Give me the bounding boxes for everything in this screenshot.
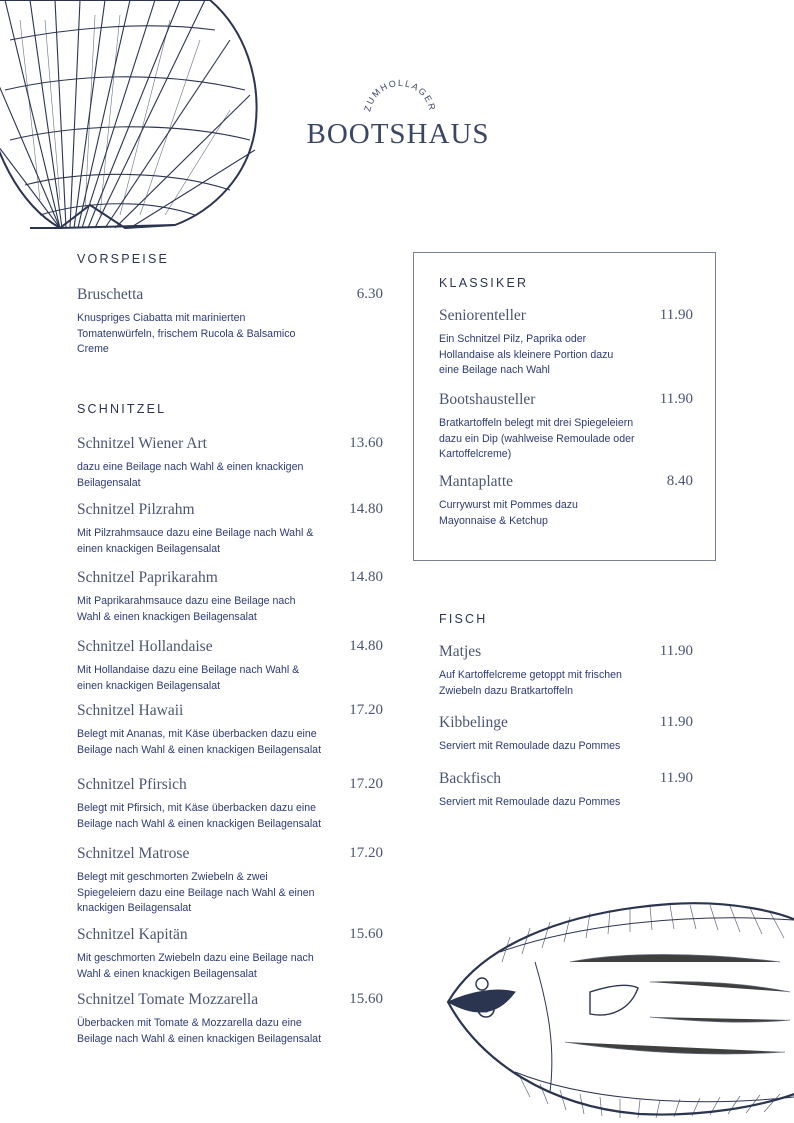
item-description: Knuspriges Ciabatta mit marinierten Tomatenwürfeln, frischem Rucola & Balsamico Creme bbox=[77, 312, 296, 355]
item-price: 17.20 bbox=[349, 702, 383, 718]
menu-item bbox=[439, 643, 693, 699]
item-name: Schnitzel Tomate Mozzarella bbox=[77, 991, 259, 1008]
section-title-vorspeise: VORSPEISE bbox=[77, 252, 170, 266]
item-description: Belegt mit geschmorten Zwiebeln & zwei Spiegeleiern dazu eine Beilage nach Wahl & einen knackigen Beilagensalat bbox=[77, 871, 315, 914]
item-name: Bruschetta bbox=[77, 286, 144, 303]
section-title-klassiker: KLASSIKER bbox=[439, 276, 529, 290]
item-description: Bratkartoffeln belegt mit drei Spiegeleiern dazu ein Dip (wahlweise Remoulade oder Kartoffelcreme) bbox=[439, 417, 635, 460]
flatfish-illustration bbox=[440, 892, 794, 1123]
menu-item bbox=[77, 776, 383, 832]
section-title-schnitzel: SCHNITZEL bbox=[77, 402, 167, 416]
item-name: Schnitzel Kapitän bbox=[77, 926, 188, 943]
item-price: 11.90 bbox=[659, 307, 693, 323]
item-description: Mit Hollandaise dazu eine Beilage nach Wahl & einen knackigen Beilagensalat bbox=[77, 664, 300, 692]
item-name: Schnitzel Matrose bbox=[77, 845, 190, 862]
item-description: Serviert mit Remoulade dazu Pommes bbox=[439, 796, 621, 808]
menu-item bbox=[77, 435, 383, 491]
item-price: 11.90 bbox=[659, 770, 693, 786]
item-description: Currywurst mit Pommes dazu Mayonnaise & Ketchup bbox=[439, 499, 578, 527]
item-name: Schnitzel Pfirsich bbox=[77, 776, 187, 793]
item-name: Seniorenteller bbox=[439, 307, 526, 324]
item-name: Schnitzel Wiener Art bbox=[77, 435, 207, 452]
menu-item bbox=[439, 307, 693, 379]
item-price: 15.60 bbox=[349, 991, 383, 1007]
menu-item bbox=[439, 770, 693, 811]
item-price: 11.90 bbox=[659, 391, 693, 407]
menu-item bbox=[77, 926, 383, 982]
item-price: 11.90 bbox=[659, 643, 693, 659]
item-description: Ein Schnitzel Pilz, Paprika oder Hollandaise als kleinere Portion dazu eine Beilage nach Wahl bbox=[439, 333, 614, 376]
logo-arc-text: ZUMHOLLAGER bbox=[362, 77, 438, 113]
menu-item bbox=[77, 845, 383, 917]
menu-item bbox=[77, 702, 383, 758]
item-name: Schnitzel Hawaii bbox=[77, 702, 184, 719]
item-name: Matjes bbox=[439, 643, 482, 660]
item-description: Belegt mit Ananas, mit Käse überbacken dazu eine Beilage nach Wahl & einen knackigen Beilagensalat bbox=[77, 728, 322, 756]
item-description: dazu eine Beilage nach Wahl & einen knackigen Beilagensalat bbox=[77, 461, 304, 489]
item-price: 13.60 bbox=[349, 435, 383, 451]
item-name: Schnitzel Hollandaise bbox=[77, 638, 213, 655]
item-description: Auf Kartoffelcreme getoppt mit frischen Zwiebeln dazu Bratkartoffeln bbox=[439, 669, 622, 697]
item-price: 11.90 bbox=[659, 714, 693, 730]
item-description: Überbacken mit Tomate & Mozzarella dazu eine Beilage nach Wahl & einen knackigen Beilagensalat bbox=[77, 1017, 322, 1045]
item-name: Schnitzel Paprikarahm bbox=[77, 569, 218, 586]
item-name: Mantaplatte bbox=[439, 473, 514, 490]
svg-text:ZUMHOLLAGER bbox=[362, 78, 437, 113]
menu-item bbox=[439, 391, 693, 463]
item-description: Mit Paprikarahmsauce dazu eine Beilage nach Wahl & einen knackigen Beilagensalat bbox=[77, 595, 296, 623]
menu-item bbox=[439, 714, 693, 755]
menu-item bbox=[77, 638, 383, 694]
item-description: Mit Pilzrahmsauce dazu eine Beilage nach Wahl & einen knackigen Beilagensalat bbox=[77, 527, 314, 555]
menu-item bbox=[77, 569, 383, 625]
item-name: Bootshausteller bbox=[439, 391, 536, 408]
item-price: 17.20 bbox=[349, 776, 383, 792]
menu-item bbox=[77, 501, 383, 557]
menu-item bbox=[439, 473, 693, 529]
item-name: Backfisch bbox=[439, 770, 501, 787]
item-price: 14.80 bbox=[349, 638, 383, 654]
item-price: 14.80 bbox=[349, 501, 383, 517]
item-price: 15.60 bbox=[349, 926, 383, 942]
menu-item bbox=[77, 286, 383, 358]
logo-arc bbox=[360, 72, 440, 120]
item-price: 14.80 bbox=[349, 569, 383, 585]
section-title-fisch: FISCH bbox=[439, 612, 488, 626]
brand-logo bbox=[296, 72, 500, 152]
item-name: Kibbelinge bbox=[439, 714, 508, 731]
scallop-shell-illustration bbox=[0, 0, 262, 232]
item-description: Belegt mit Pfirsich, mit Käse überbacken dazu eine Beilage nach Wahl & einen knackigen Beilagensalat bbox=[77, 802, 322, 830]
item-name: Schnitzel Pilzrahm bbox=[77, 501, 195, 518]
item-description: Serviert mit Remoulade dazu Pommes bbox=[439, 740, 621, 752]
menu-item bbox=[77, 991, 383, 1047]
item-price: 17.20 bbox=[349, 845, 383, 861]
item-price: 6.30 bbox=[356, 286, 383, 302]
logo-name: BOOTSHAUS bbox=[306, 118, 490, 150]
item-description: Mit geschmorten Zwiebeln dazu eine Beilage nach Wahl & einen knackigen Beilagensalat bbox=[77, 952, 314, 980]
item-price: 8.40 bbox=[666, 473, 693, 489]
